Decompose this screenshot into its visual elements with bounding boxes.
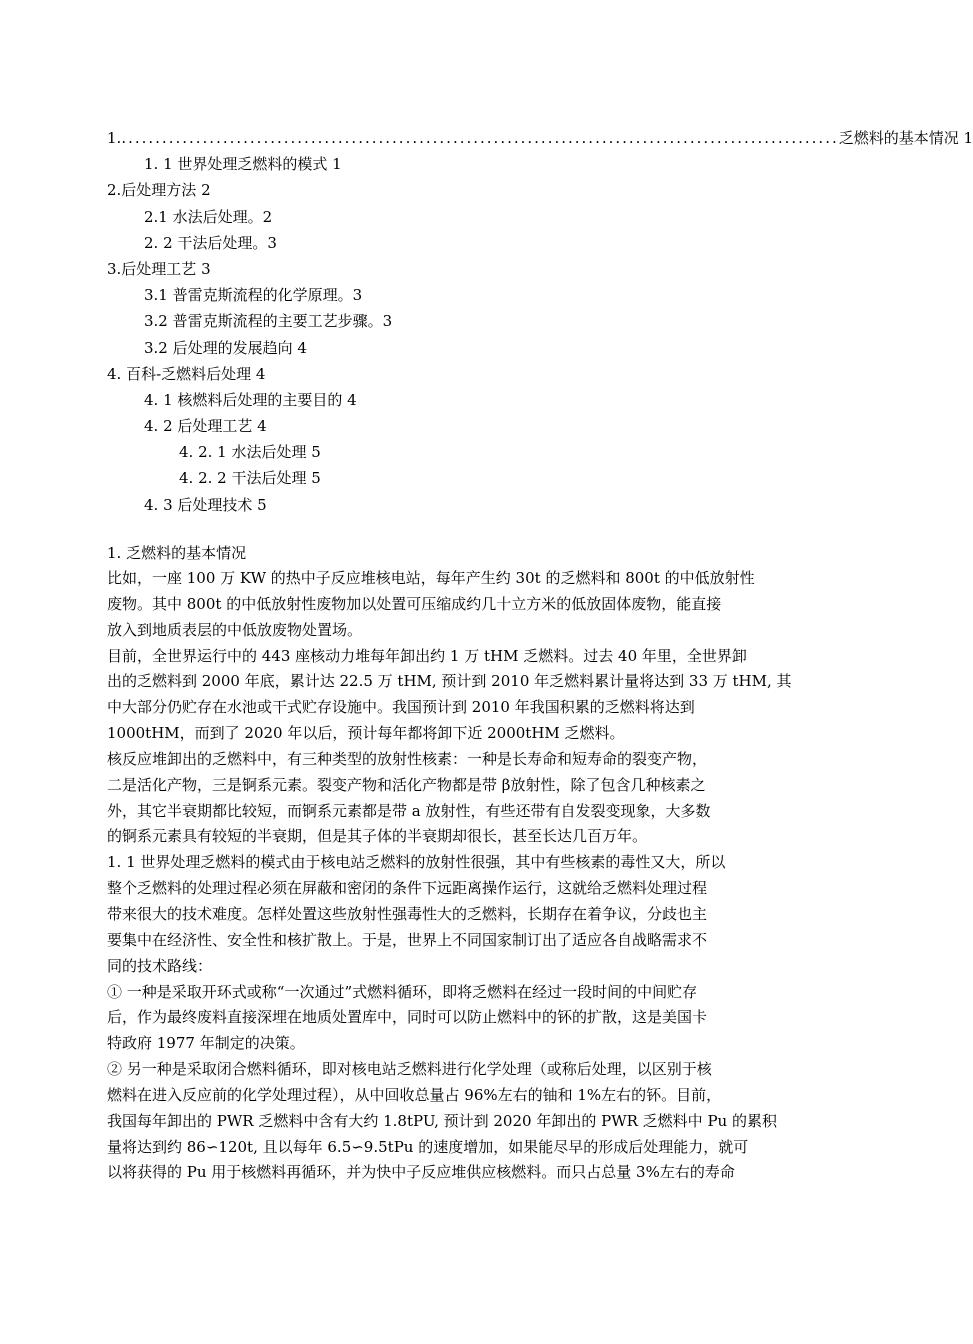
body-text-line: 量将达到约 86∽120t, 且以每年 6.5∽9.5tPu 的速度增加，如果能尽早的形成后处理能力，就可: [107, 1137, 749, 1156]
toc-leader-dots: ..........................................................................................................: [121, 129, 839, 147]
body-text-line: ① 一种是采取开环式或称“一次通过”式燃料循环，即将乏燃料在经过一段时间的中间贮存: [107, 982, 698, 1001]
body-text-line: 目前，全世界运行中的 443 座核动力堆每年卸出约 1 万 tHM 乏燃料。过去 40 年里，全世界卸: [107, 646, 747, 665]
body-text-line: 带来很大的技术难度。怎样处置这些放射性强毒性大的乏燃料，长期存在着争议，分歧也主: [107, 904, 708, 923]
body-text-line: 出的乏燃料到 2000 年底，累计达 22.5 万 tHM, 预计到 2010 年乏燃料累计量将达到 33 万 tHM, 其: [107, 672, 792, 691]
body-text-line: 废物。其中 800t 的中低放射性废物加以处置可压缩成约几十立方米的低放固体废物，能直接: [107, 594, 722, 613]
body-text-line: 放入到地质表层的中低放废物处置场。: [107, 620, 363, 639]
toc-entry-number: 1.: [107, 129, 122, 147]
toc-entry[interactable]: 4. 2 后处理工艺 4: [144, 417, 267, 436]
body-text-line: 要集中在经济性、安全性和核扩散上。于是，世界上不同国家制订出了适应各自战略需求不: [107, 930, 708, 949]
toc-entry[interactable]: 4. 2. 1 水法后处理 5: [179, 443, 321, 462]
body-text-line: 后，作为最终废料直接深埋在地质处置库中，同时可以防止燃料中的钚的扩散，这是美国卡: [107, 1008, 708, 1027]
table-of-contents: [107, 125, 973, 518]
body-text-line: 二是活化产物，三是锕系元素。裂变产物和活化产物都是带 β放射性，除了包含几种核素之: [107, 775, 706, 794]
toc-entry[interactable]: 4. 1 核燃料后处理的主要目的 4: [144, 390, 357, 409]
body-text-line: 外，其它半衰期都比较短，而锕系元素都是带 a 放射性，有些还带有自发裂变现象，大多数: [107, 801, 711, 820]
toc-entry-1[interactable]: [107, 125, 973, 151]
body-text-line: 核反应堆卸出的乏燃料中，有三种类型的放射性核素：一种是长寿命和短寿命的裂变产物，: [107, 749, 708, 768]
toc-entry[interactable]: 4. 2. 2 干法后处理 5: [179, 469, 321, 488]
body-text-line: 以将获得的 Pu 用于核燃料再循环，并为快中子反应堆供应核燃料。而只占总量 3%左右的寿命: [107, 1163, 735, 1182]
body-text-line: 中大部分仍贮存在水池或干式贮存设施中。我国预计到 2010 年我国积累的乏燃料将达到: [107, 698, 695, 717]
body-text-line: 我国每年卸出的 PWR 乏燃料中含有大约 1.8tPU, 预计到 2020 年卸出的 PWR 乏燃料中 Pu 的累积: [107, 1111, 777, 1130]
body-text-line: 1000tHM，而到了 2020 年以后，预计每年都将卸下近 2000tHM 乏燃料。: [107, 724, 625, 743]
toc-entry[interactable]: 2. 2 干法后处理。3: [144, 233, 277, 252]
toc-entry[interactable]: 3.1 普雷克斯流程的化学原理。3: [144, 286, 363, 305]
toc-entry[interactable]: 4. 3 后处理技术 5: [144, 495, 267, 514]
toc-entry[interactable]: 4. 百科-乏燃料后处理 4: [107, 364, 266, 383]
toc-entry[interactable]: 2.后处理方法 2: [107, 181, 211, 200]
body-text-line: 的锕系元素具有较短的半衰期，但是其子体的半衰期却很长，甚至长达几百万年。: [107, 827, 648, 846]
toc-entry[interactable]: 3.后处理工艺 3: [107, 259, 211, 278]
toc-entry[interactable]: 3.2 普雷克斯流程的主要工艺步骤。3: [144, 312, 393, 331]
toc-entry[interactable]: 2.1 水法后处理。2: [144, 207, 273, 226]
toc-entry[interactable]: 1. 1 世界处理乏燃料的模式 1: [144, 155, 342, 174]
body-text-line: 整个乏燃料的处理过程必须在屏蔽和密闭的条件下远距离操作运行，这就给乏燃料处理过程: [107, 879, 708, 898]
toc-entry-title: 乏燃料的基本情况 1: [838, 129, 973, 147]
body-text-line: 燃料在进入反应前的化学处理过程），从中回收总量占 96%左右的铀和 1%左右的钚。目前，: [107, 1085, 722, 1104]
body-text-line: 同的技术路线：: [107, 956, 213, 975]
body-text-line: 特政府 1977 年制定的决策。: [107, 1034, 305, 1053]
body-text-line: 1. 1 世界处理乏燃料的模式由于核电站乏燃料的放射性很强，其中有些核素的毒性又大，所以: [107, 853, 726, 872]
body-text-line: 比如，一座 100 万 KW 的热中子反应堆核电站，每年产生约 30t 的乏燃料和 800t 的中低放射性: [107, 569, 755, 587]
toc-entry[interactable]: 3.2 后处理的发展趋向 4: [144, 338, 307, 357]
body-text-line: ② 另一种是采取闭合燃料循环，即对核电站乏燃料进行化学处理（或称后处理，以区别于核: [107, 1060, 712, 1079]
document-body: [107, 540, 847, 1186]
section-heading: 1. 乏燃料的基本情况: [107, 544, 247, 562]
